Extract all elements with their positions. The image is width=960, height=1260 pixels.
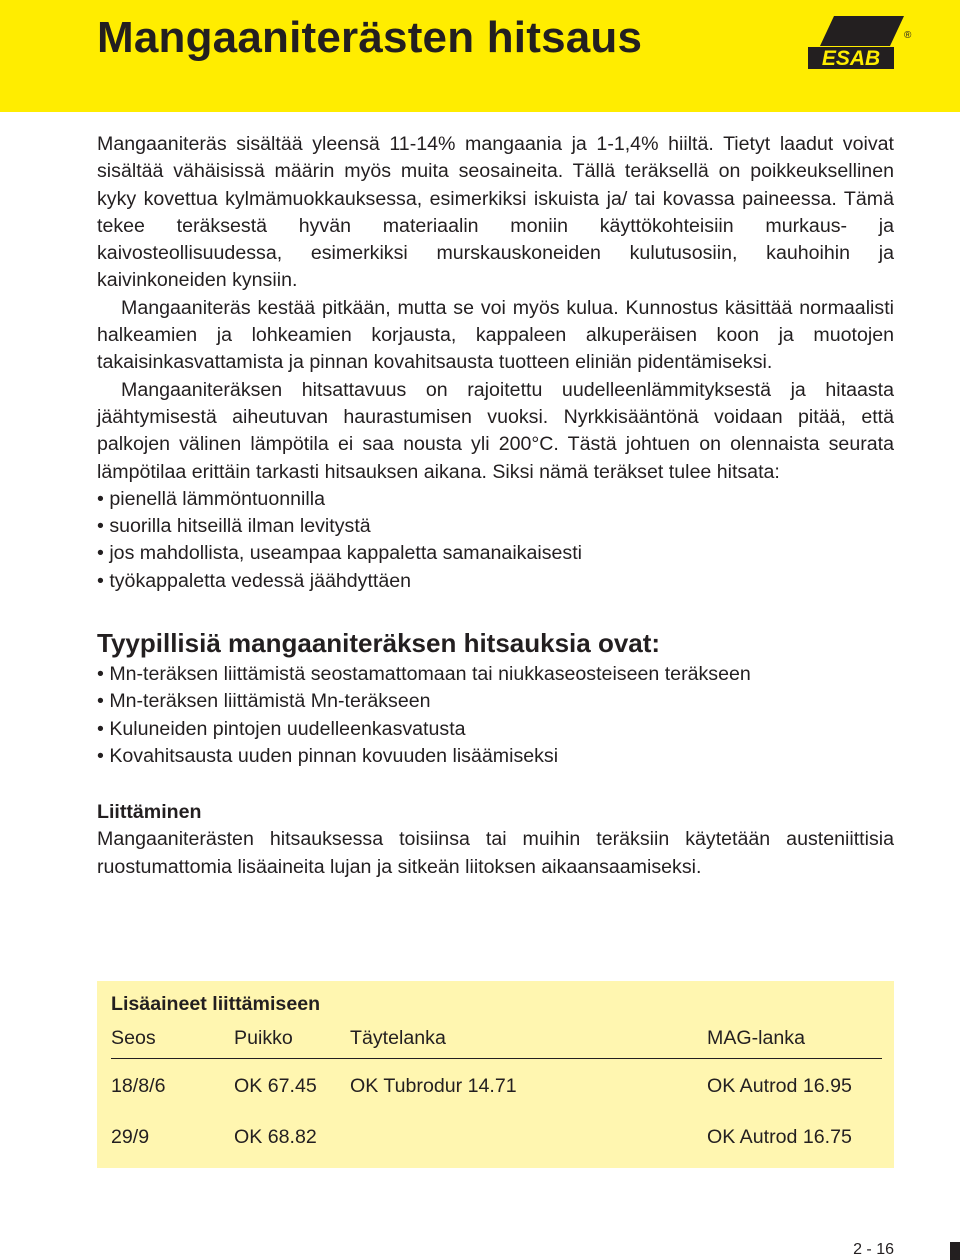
table-title: Lisäaineet liittämiseen	[111, 993, 321, 1015]
filler-table	[97, 981, 894, 1168]
typical-welds-list	[97, 661, 894, 770]
main-content	[97, 131, 894, 881]
joining-heading: Liittäminen	[97, 801, 202, 824]
list-item: • jos mahdollista, useampaa kappaletta samanaikaisesti	[97, 540, 894, 567]
table-cell: 18/8/6	[111, 1075, 166, 1097]
column-header-mag-lanka: MAG-lanka	[707, 1027, 805, 1049]
esab-logo	[808, 8, 914, 72]
page-number: 2 - 16	[853, 1241, 894, 1258]
list-item: • Kovahitsausta uuden pinnan kovuuden lisäämiseksi	[97, 743, 894, 770]
intro-paragraph: Mangaaniteräs sisältää yleensä 11-14% mangaania ja 1-1,4% hiiltä. Tietyt laadut voivat sisältää vähäisissä määrin myös muita seosaineita. Tällä teräksellä on poikkeuksellinen kyky kovettua kylmämuokkauksessa, esimerkiksi iskuista ja/ tai kovassa paineessa. Tämä tekee teräksestä hyvän materiaalin moniin käyttökohteisiin murkaus- ja kaivosteollisuudessa, esimerkiksi murskauskoneiden kulutusosiin, kauhoihin ja kaivinkoneiden kynsiin.	[97, 133, 894, 292]
logo-text: ESAB	[821, 47, 881, 70]
column-header-seos: Seos	[111, 1027, 156, 1049]
wear-paragraph: Mangaaniteräs kestää pitkään, mutta se voi myös kulua. Kunnostus käsittää normaalisti halkeamien ja lohkeamien korjausta, kappaleen alkuperäisen koon ja muotojen takaisinkasvattamista ja pinnan kovahitsausta tuotteen eliniän pidentämiseksi.	[97, 296, 894, 374]
joining-paragraph: Mangaaniterästen hitsauksessa toisiinsa tai muihin teräksiin käytetään austeniittisia ruostumattomia lisäaineita lujan ja sitkeän liitoksen aikaansaamiseksi.	[97, 828, 894, 878]
list-item: • Mn-teräksen liittämistä Mn-teräkseen	[97, 688, 894, 715]
list-item: • Mn-teräksen liittämistä seostamattomaan tai niukkaseosteiseen teräkseen	[97, 661, 894, 688]
page-title: Mangaaniterästen hitsaus	[97, 13, 643, 62]
page-corner-mark	[950, 1242, 960, 1260]
typical-welds-heading: Tyypillisiä mangaaniteräksen hitsauksia ovat:	[97, 628, 661, 659]
table-cell: OK 67.45	[234, 1075, 317, 1097]
table-cell: OK 68.82	[234, 1126, 317, 1148]
column-header-puikko: Puikko	[234, 1027, 293, 1049]
table-divider	[111, 1058, 882, 1059]
column-header-taytelanka: Täytelanka	[350, 1027, 446, 1049]
registered-mark: ®	[904, 30, 912, 41]
list-item: • pienellä lämmöntuonnilla	[97, 486, 894, 513]
table-cell: OK Tubrodur 14.71	[350, 1075, 517, 1097]
table-cell: 29/9	[111, 1126, 150, 1148]
list-item: • työkappaletta vedessä jäähdyttäen	[97, 568, 894, 595]
page-header	[0, 0, 960, 112]
table-cell: OK Autrod 16.75	[707, 1126, 852, 1148]
list-item: • Kuluneiden pintojen uudelleenkasvatusta	[97, 716, 894, 743]
list-item: • suorilla hitseillä ilman levitystä	[97, 513, 894, 540]
weld-rules-list	[97, 486, 894, 595]
table-cell: OK Autrod 16.95	[707, 1075, 852, 1097]
weldability-paragraph: Mangaaniteräksen hitsattavuus on rajoitettu uudelleenlämmityksestä ja hitaasta jäähtymisestä aiheutuvan haurastumisen vuoksi. Nyrkkisääntönä voidaan pitää, että palkojen välinen lämpötila ei saa nousta yli 200°C. Tästä johtuen on olennaista seurata lämpötilaa erittäin tarkasti hitsauksen aikana. Siksi nämä teräkset tulee hitsata:	[97, 378, 894, 483]
